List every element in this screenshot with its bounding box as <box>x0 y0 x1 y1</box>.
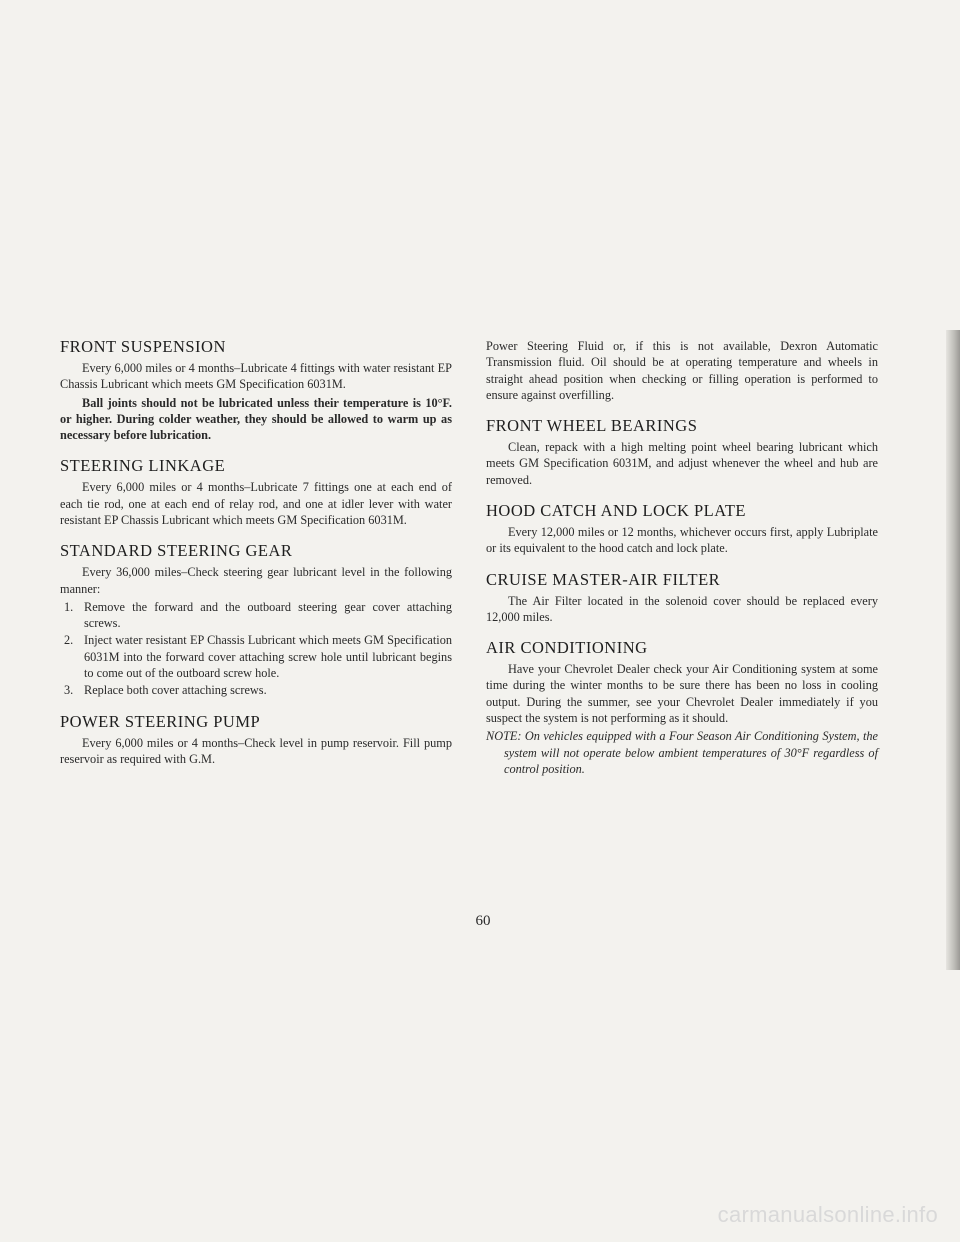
section-front-suspension <box>60 338 452 443</box>
list-item <box>60 599 452 632</box>
heading-hood-catch: HOOD CATCH AND LOCK PLATE <box>486 501 747 521</box>
standard-steering-gear-text: Every 36,000 miles–Check steering gear lubricant level in the following manner: <box>60 565 452 596</box>
front-wheel-bearings-text: Clean, repack with a high melting point wheel bearing lubricant which meets GM Specification 6031M, and adjust whenever the wheel and hub are removed. <box>486 440 878 487</box>
step-text: Inject water resistant EP Chassis Lubricant which meets GM Specification 6031M into the forward cover attaching screw hole until lubricant begins to come out of the outboard screw hole. <box>84 633 452 681</box>
front-suspension-text: Every 6,000 miles or 4 months–Lubricate 4 fittings with water resistant EP Chassis Lubricant which meets GM Specification 6031M. <box>60 360 452 392</box>
heading-front-suspension: FRONT SUSPENSION <box>60 337 226 356</box>
heading-power-steering-pump: POWER STEERING PUMP <box>60 711 261 731</box>
air-conditioning-note <box>486 728 878 777</box>
power-steering-continuation: Power Steering Fluid or, if this is not available, Dexron Automatic Transmission fluid. Oil should be at operating temperature and wheels in straight ahead position when checking or filling operation is performed to ensure against overfilling. <box>486 339 878 402</box>
step-text: Remove the forward and the outboard steering gear cover attaching screws. <box>84 599 452 631</box>
hood-catch-text: Every 12,000 miles or 12 months, whichever occurs first, apply Lubriplate or its equivalent to the hood catch and lock plate. <box>486 525 878 556</box>
power-steering-pump-text: Every 6,000 miles or 4 months–Check level in pump reservoir. Fill pump reservoir as required with G.M. <box>60 735 452 766</box>
heading-air-conditioning: AIR CONDITIONING <box>486 638 648 658</box>
step-text: Replace both cover attaching screws. <box>84 683 267 698</box>
note-text: NOTE: On vehicles equipped with a Four Season Air Conditioning System, the system will not operate below ambient temperatures of 30°F regardless of control position. <box>486 729 878 776</box>
section-standard-steering-gear <box>60 542 452 698</box>
heading-steering-linkage: STEERING LINKAGE <box>60 456 226 476</box>
step-number: 1. <box>64 599 74 614</box>
page-number: 60 <box>475 913 491 929</box>
step-number: 2. <box>64 633 74 648</box>
left-column <box>60 338 452 781</box>
heading-front-wheel-bearings: FRONT WHEEL BEARINGS <box>486 416 698 436</box>
section-cruise-master <box>486 571 878 626</box>
heading-standard-steering-gear: STANDARD STEERING GEAR <box>60 541 293 561</box>
list-item <box>60 682 452 698</box>
right-column <box>486 338 878 791</box>
front-suspension-warning: Ball joints should not be lubricated unless their temperature is 10°F. or higher. During colder weather, they should be allowed to warm up as necessary before lubrication. <box>60 395 452 443</box>
page-edge-shadow <box>946 330 960 970</box>
air-conditioning-text: Have your Chevrolet Dealer check your Air Conditioning system at some time during the winter months to be sure there has been no loss in cooling output. During the summer, see your Chevrolet Dealer immediately if you suspect the system is not performing as it should. <box>486 662 878 726</box>
watermark: carmanualsonline.info <box>717 1202 938 1227</box>
section-continuation <box>486 338 878 403</box>
section-steering-linkage <box>60 457 452 528</box>
list-item <box>60 632 452 681</box>
cruise-master-text: The Air Filter located in the solenoid cover should be replaced every 12,000 miles. <box>486 593 878 624</box>
section-front-wheel-bearings <box>486 417 878 488</box>
section-hood-catch <box>486 502 878 557</box>
section-air-conditioning <box>486 639 878 777</box>
step-number: 3. <box>64 683 74 698</box>
steering-linkage-text: Every 6,000 miles or 4 months–Lubricate 7 fittings one at each end of each tie rod, one at each end of relay rod, and one at idler lever with water resistant EP Chassis Lubricant which meets GM Specification 6031M. <box>60 480 452 528</box>
steering-gear-steps <box>60 599 452 699</box>
section-power-steering-pump <box>60 713 452 768</box>
heading-cruise-master: CRUISE MASTER-AIR FILTER <box>486 569 721 589</box>
